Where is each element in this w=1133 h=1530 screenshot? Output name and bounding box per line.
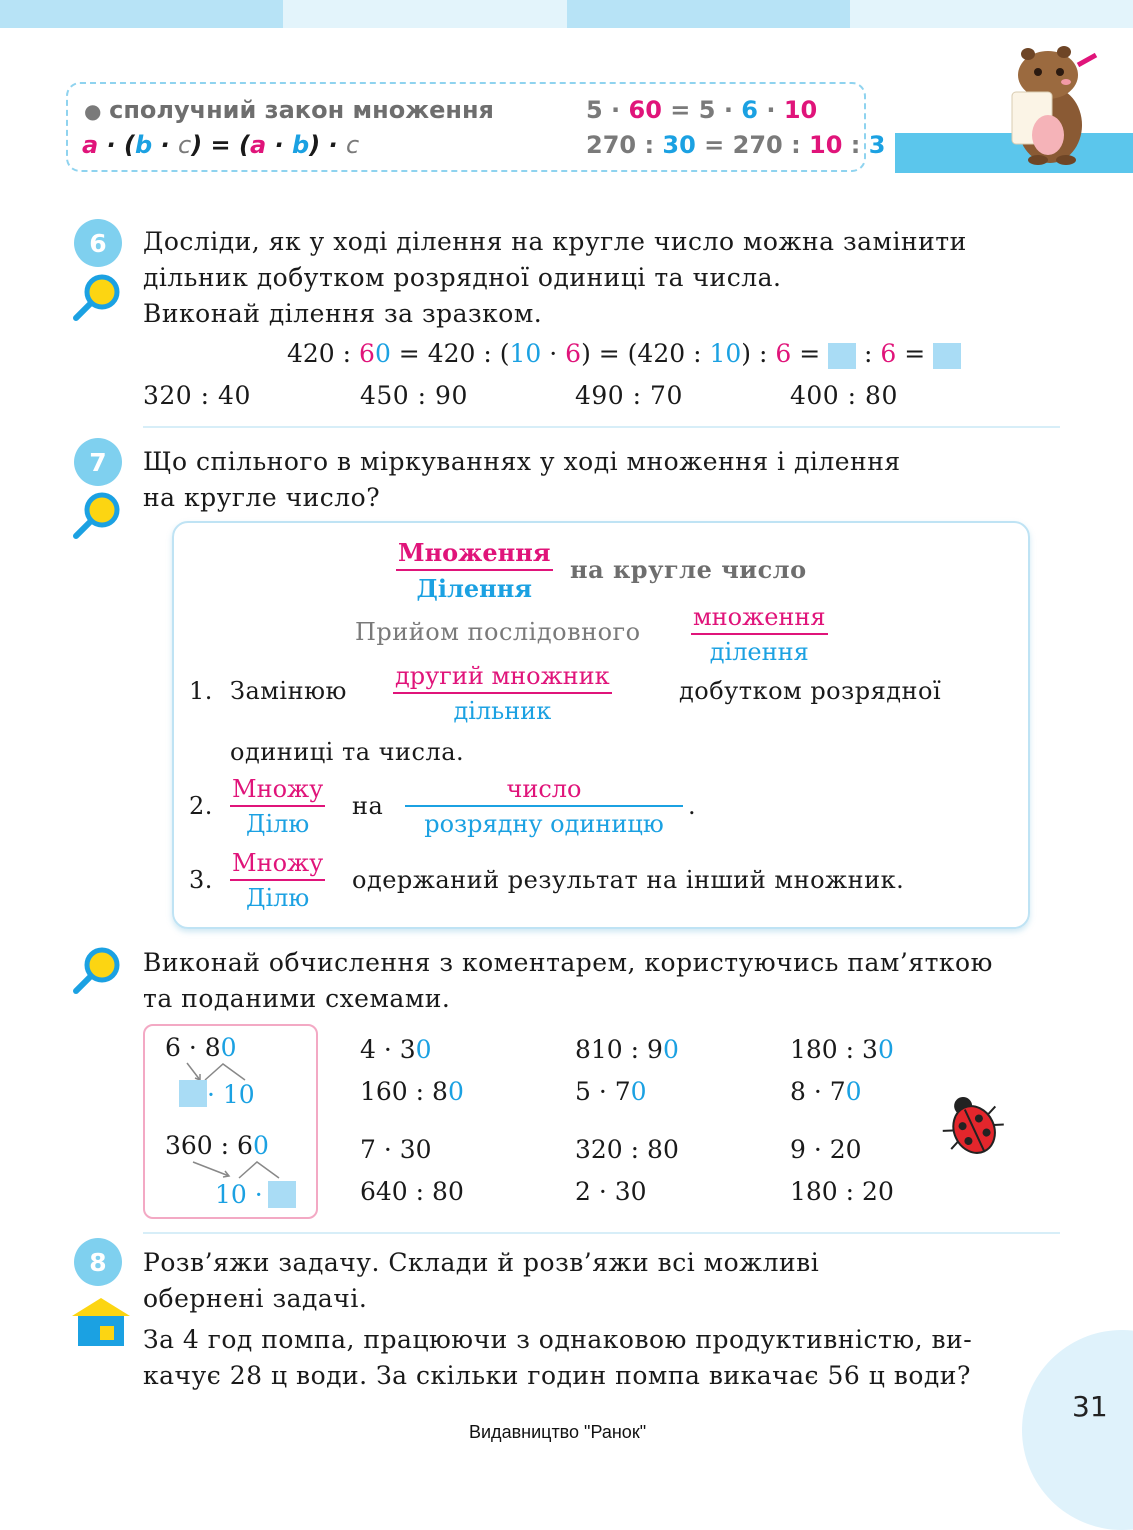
calc-exercise: 810 : 90 bbox=[575, 1035, 679, 1064]
calc-exercise: 320 : 80 bbox=[575, 1135, 679, 1164]
memo-round-number: на кругле число bbox=[570, 555, 807, 584]
calc-exercise: 160 : 80 bbox=[360, 1077, 464, 1106]
memo-step2-number: 2. bbox=[189, 792, 213, 820]
task6-line3: Виконай ділення за зразком. bbox=[143, 299, 543, 328]
capybara-mascot-illustration bbox=[990, 30, 1110, 170]
task-number-badge: 7 bbox=[74, 438, 122, 486]
law-name: ● сполучний закон множення bbox=[84, 96, 494, 124]
memo-step1-continuation: одиниці та числа. bbox=[230, 738, 465, 766]
scheme2-expression: 360 : 60 bbox=[165, 1131, 269, 1160]
top-strip-2 bbox=[283, 0, 567, 28]
memo-step1-fraction: другий множник дільник bbox=[395, 662, 610, 725]
calc-exercise: 180 : 20 bbox=[790, 1177, 894, 1206]
memo-step2-dot: . bbox=[688, 792, 697, 820]
magnifier-icon bbox=[68, 943, 124, 999]
magnifier-icon bbox=[68, 270, 124, 326]
calc-line2: та поданими схемами. bbox=[143, 984, 451, 1013]
separator bbox=[143, 426, 1060, 428]
task7-line1: Що спільного в міркуваннях у ході множення і ділення bbox=[143, 447, 901, 476]
task8-line4: качує 28 ц води. За скільки годин помпа викачає 56 ц води? bbox=[143, 1361, 971, 1390]
law-example-1: 5 · 60 = 5 · 6 · 10 bbox=[586, 96, 818, 124]
house-icon bbox=[70, 1296, 132, 1348]
calc-exercise: 9 · 20 bbox=[790, 1135, 862, 1164]
magnifier-icon bbox=[68, 488, 124, 544]
law-formula: a · (b · c) = (a · b) · c bbox=[82, 131, 360, 159]
calc-exercise: 640 : 80 bbox=[360, 1177, 464, 1206]
task8-line2: обернені задачі. bbox=[143, 1284, 368, 1313]
scheme1-rest: · 10 bbox=[207, 1080, 255, 1109]
memo-method-fraction: множення ділення bbox=[693, 603, 826, 666]
memo-operation-fraction: Множення Ділення bbox=[398, 538, 551, 603]
calc-exercise: 2 · 30 bbox=[575, 1177, 647, 1206]
task6-line1: Досліди, як у ході ділення на кругле число можна замінити bbox=[143, 227, 967, 256]
scheme2-ten: 10 · bbox=[215, 1180, 263, 1209]
memo-step2-verb-fraction: Множу Ділю bbox=[232, 775, 324, 838]
answer-box[interactable] bbox=[828, 343, 856, 369]
scheme1-blank-box[interactable] bbox=[179, 1080, 207, 1107]
task-number-badge: 6 bbox=[74, 219, 122, 267]
task6-exercise: 450 : 90 bbox=[360, 381, 468, 410]
memo-step3-number: 3. bbox=[189, 866, 213, 894]
memo-step1-rest: добутком розрядної bbox=[679, 677, 942, 705]
task8-line3: За 4 год помпа, працюючи з однаковою продуктивністю, ви- bbox=[143, 1325, 973, 1354]
task8-line1: Розв’яжи задачу. Склади й розв’яжи всі можливі bbox=[143, 1248, 820, 1277]
memo-step3-verb-fraction: Множу Ділю bbox=[232, 849, 324, 912]
calc-exercise: 7 · 30 bbox=[360, 1135, 432, 1164]
scheme1-expression: 6 · 80 bbox=[165, 1033, 237, 1062]
law-example-2: 270 : 30 = 270 : 10 : 3 bbox=[586, 131, 886, 159]
publisher-footer: Видавництво "Ранок" bbox=[469, 1422, 647, 1442]
top-strip-3 bbox=[567, 0, 850, 28]
answer-box[interactable] bbox=[933, 343, 961, 369]
separator bbox=[143, 1232, 1060, 1234]
calc-exercise: 5 · 70 bbox=[575, 1077, 647, 1106]
task7-line2: на кругле число? bbox=[143, 483, 381, 512]
scheme2-arrows bbox=[185, 1158, 285, 1182]
top-strip-4 bbox=[850, 0, 1133, 28]
calc-exercise: 4 · 30 bbox=[360, 1035, 432, 1064]
calc-exercise: 8 · 70 bbox=[790, 1077, 862, 1106]
memo-method: Прийом послідовного bbox=[355, 618, 641, 646]
task-number-badge: 8 bbox=[74, 1238, 122, 1286]
page-number: 31 bbox=[1072, 1390, 1108, 1423]
task6-exercise: 320 : 40 bbox=[143, 381, 251, 410]
memo-step2-operand-fraction: число розрядну одиницю bbox=[405, 775, 683, 838]
memo-step1-text: Замінюю bbox=[230, 677, 347, 705]
memo-step1-number: 1. bbox=[189, 677, 213, 705]
task6-sample: 420 : 60 = 420 : (10 · 6) = (420 : 10) : 6 = : 6 = bbox=[287, 339, 961, 369]
task6-exercise: 400 : 80 bbox=[790, 381, 898, 410]
memo-step2-na: на bbox=[352, 792, 384, 820]
memo-step3-rest: одержаний результат на інший множник. bbox=[352, 866, 905, 894]
calc-exercise: 180 : 30 bbox=[790, 1035, 894, 1064]
task6-line2: дільник добутком розрядної одиниці та числа. bbox=[143, 263, 782, 292]
calc-line1: Виконай обчислення з коментарем, користуючись пам’яткою bbox=[143, 948, 993, 977]
top-strip-1 bbox=[0, 0, 283, 28]
task6-exercise: 490 : 70 bbox=[575, 381, 683, 410]
page-corner-decoration bbox=[1022, 1330, 1133, 1530]
ladybug-illustration bbox=[935, 1088, 1010, 1163]
scheme2-blank-box[interactable] bbox=[268, 1181, 296, 1208]
